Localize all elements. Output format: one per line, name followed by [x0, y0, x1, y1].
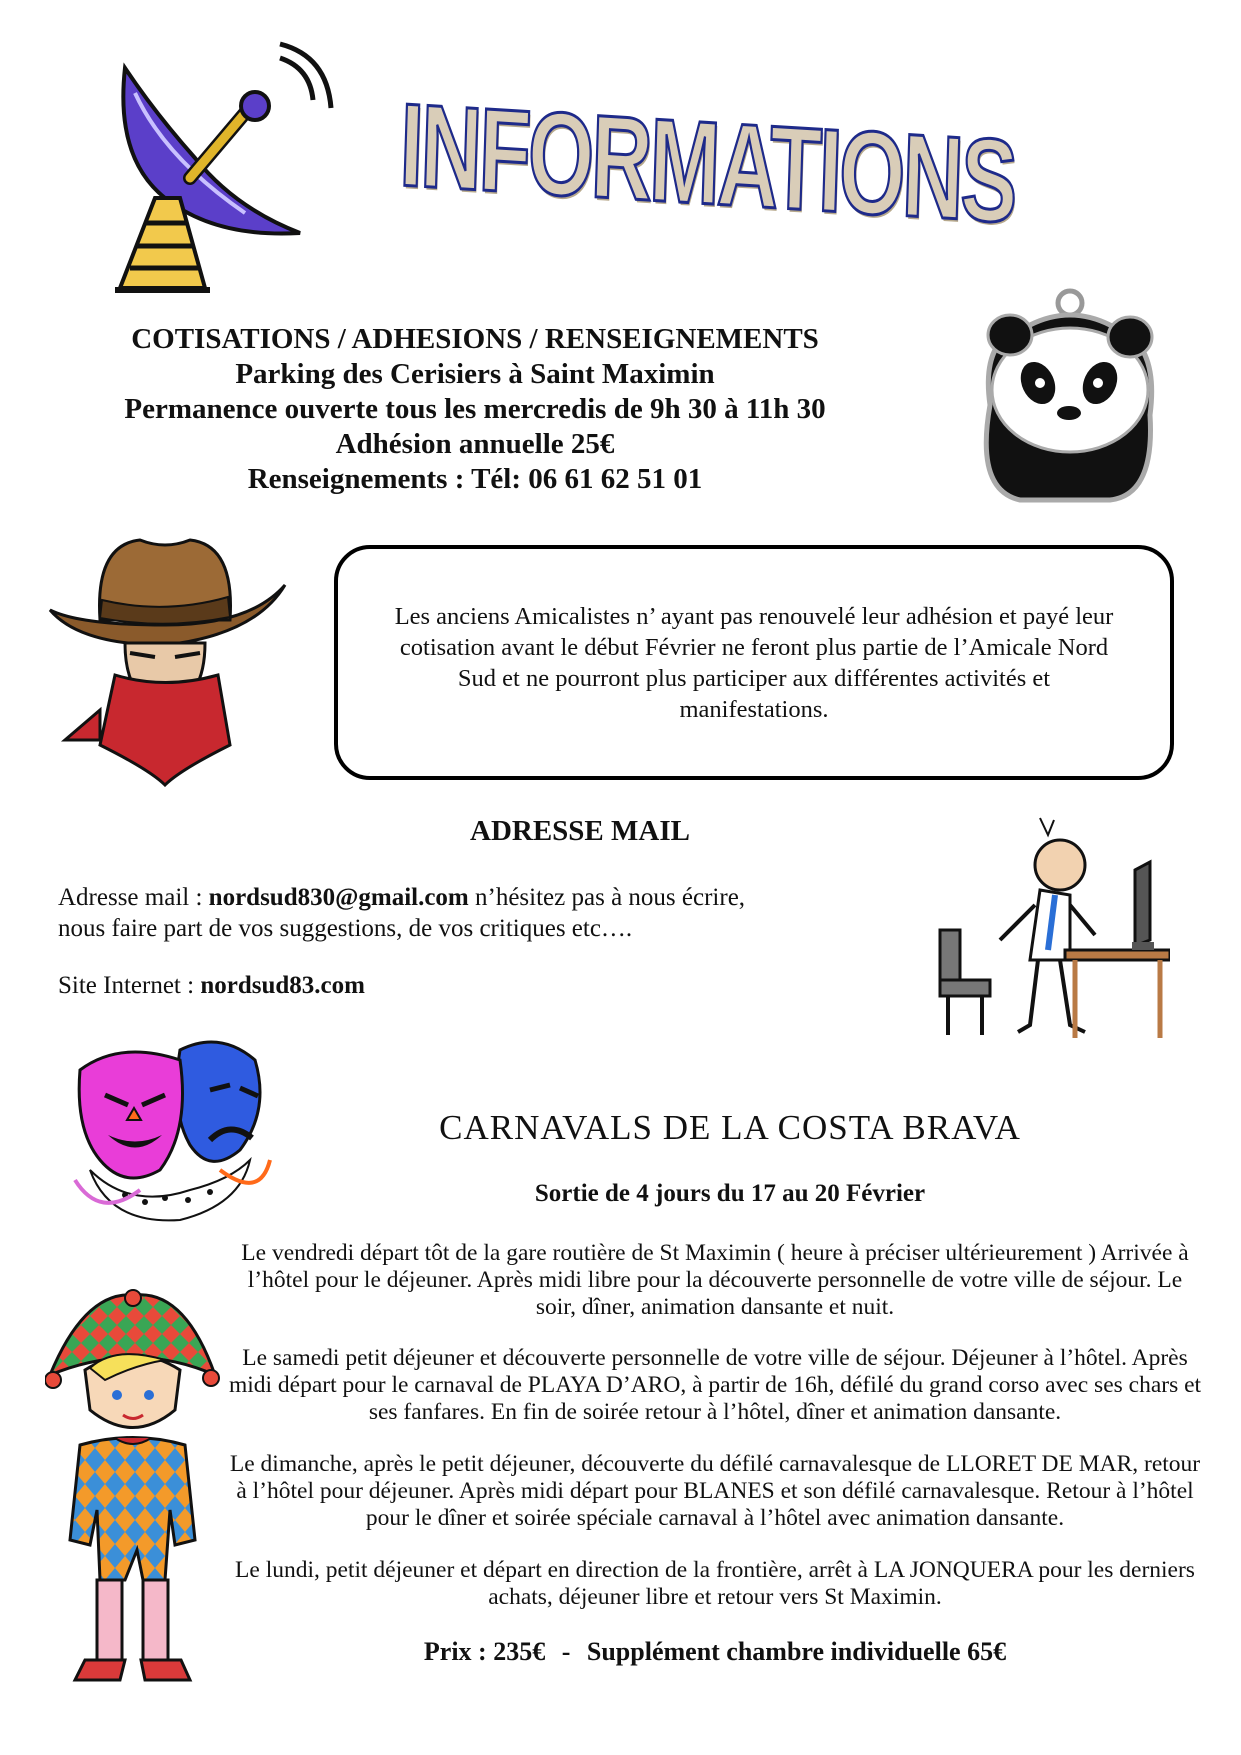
price-separator: -: [561, 1637, 571, 1666]
itinerary-friday: Le vendredi départ tôt de la gare routière de St Maximin ( heure à préciser ultérieurement ) Arrivée à l’hôtel pour le déjeuner. Après midi libre pour la découverte personnelle de votre ville de séjour. Le soir, dîner, animation dansante et nuit.: [241, 1240, 1189, 1320]
supplement: Supplément chambre individuelle 65€: [586, 1637, 1007, 1666]
location-line: Parking des Cerisiers à Saint Maximin: [235, 358, 715, 390]
mail-section-title: ADRESSE MAIL: [470, 815, 690, 847]
membership-heading: COTISATIONS / ADHESIONS / RENSEIGNEMENTS: [131, 323, 819, 355]
notice-text: Les anciens Amicalistes n’ ayant pas renouvelé leur adhésion et payé leur cotisation avant le début Février ne feront plus partie de l’Amicale Nord Sud et ne pourront plus participer aux différentes activités et manifestations.: [394, 602, 1114, 723]
theatre-masks-illustration: [70, 1030, 280, 1230]
phone-line: Renseignements : Tél: 06 61 62 51 01: [247, 463, 703, 495]
price-line: [225, 1637, 1205, 1667]
harlequin-illustration: [45, 1280, 220, 1700]
mail-suffix: n’hésitez pas à nous écrire,: [468, 884, 746, 911]
membership-info: [60, 322, 890, 497]
page-title: INFORMATIONS: [397, 79, 1017, 249]
itinerary-monday: Le lundi, petit déjeuner et départ en direction de la frontière, arrêt à LA JONQUERA pour les derniers achats, déjeuner libre et retour vers St Maximin.: [235, 1557, 1195, 1610]
satellite-dish-illustration: [95, 38, 335, 308]
fee-line: Adhésion annuelle 25€: [335, 428, 615, 460]
mail-line-2: nous faire part de vos suggestions, de vos critiques etc….: [58, 915, 633, 942]
cowboy-bandit-illustration: [40, 525, 290, 795]
carnaval-subtitle: Sortie de 4 jours du 17 au 20 Février: [534, 1180, 926, 1207]
notice-box: [334, 545, 1174, 780]
itinerary-saturday: Le samedi petit déjeuner et découverte personnelle de votre ville de séjour. Déjeuner à l’hôtel. Après midi départ pour le carnaval de PLAYA D’ARO, à partir de 16h, défilé du grand corso avec ses chars et ses fanfares. En fin de soirée retour à l’hôtel, dîner et animation dansante.: [228, 1345, 1202, 1425]
site-label: Site Internet :: [58, 972, 201, 999]
email-link[interactable]: nordsud830@gmail.com: [208, 884, 469, 911]
carnaval-title: CARNAVALS DE LA COSTA BRAVA: [439, 1108, 1021, 1147]
website-link[interactable]: nordsud83.com: [200, 972, 365, 999]
mail-prefix: Adresse mail :: [58, 884, 209, 911]
panda-charm-illustration: [960, 285, 1175, 525]
itinerary-sunday: Le dimanche, après le petit déjeuner, découverte du défilé carnavalesque de LLORET DE MAR, retour à l’hôtel pour déjeuner. Après midi départ pour BLANES et son défilé carnavalesque. Retour à l’hôtel pour le dîner et soirée spéciale carnaval à l’hôtel avec animation dansante.: [229, 1451, 1201, 1531]
title-wordart: [397, 60, 1180, 249]
website-line: [58, 972, 365, 1000]
mail-line: [58, 882, 745, 913]
price: Prix : 235€: [423, 1637, 546, 1666]
office-worker-illustration: [920, 810, 1170, 1050]
hours-line: Permanence ouverte tous les mercredis de 9h 30 à 11h 30: [124, 393, 826, 425]
